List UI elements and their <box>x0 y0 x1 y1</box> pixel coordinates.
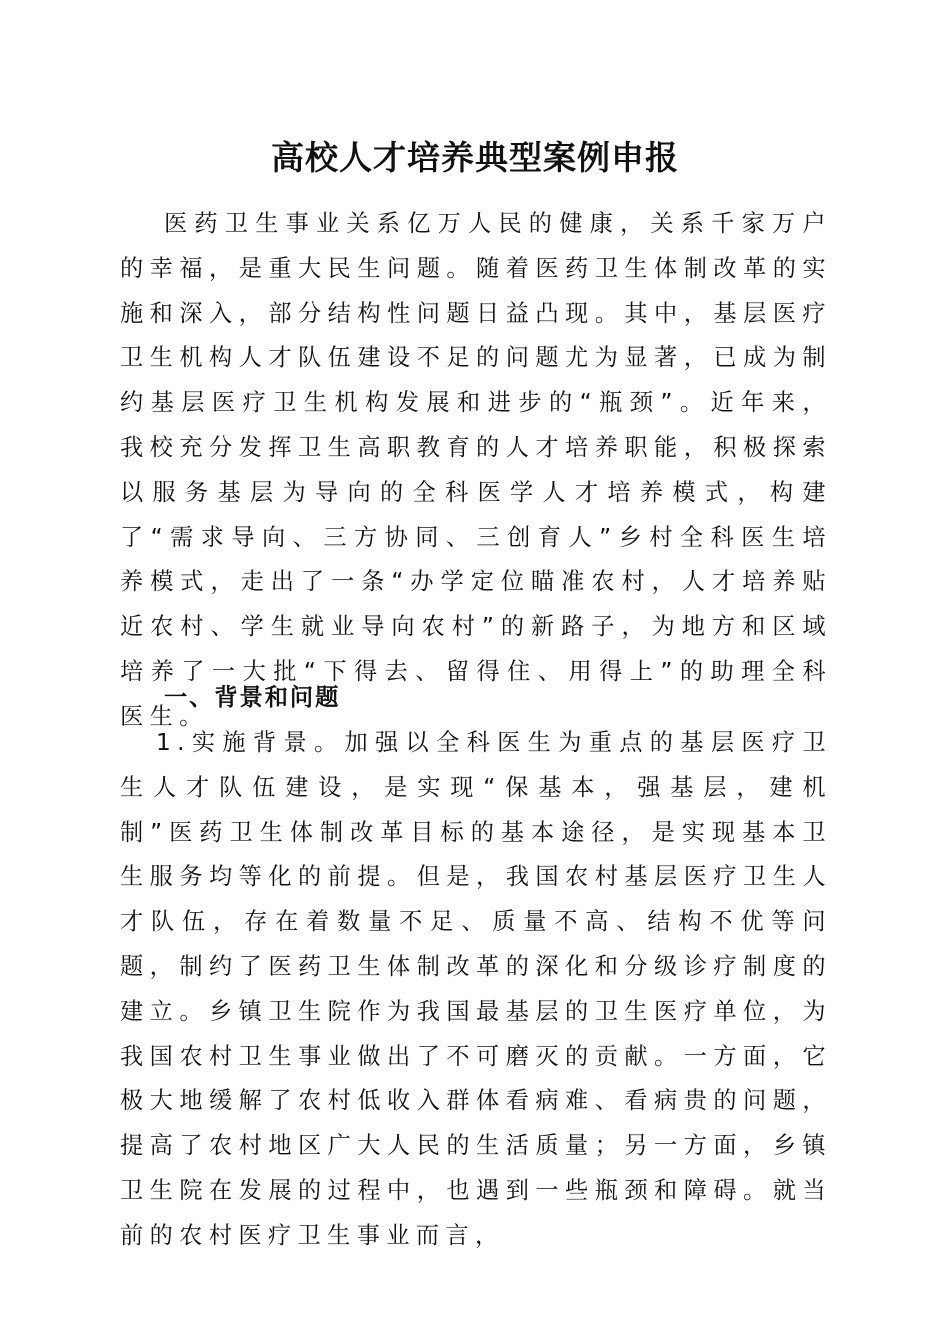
background-paragraph: 1.实施背景。加强以全科医生为重点的基层医疗卫生人才队伍建设，是实现“保基本，强基层，建机制”医药卫生体制改革目标的基本途径，是实现基本卫生服务均等化的前提。但是，我国农村基层医疗卫生人才队伍，存在着数量不足、质量不高、结构不优等问题，制约了医药卫生体制改革的深化和分级诊疗制度的建立。乡镇卫生院作为我国最基层的卫生医疗单位，为我国农村卫生事业做出了不可磨灭的贡献。一方面，它极大地缓解了农村低收入群体看病难、看病贵的问题，提高了农村地区广大人民的生活质量；另一方面，乡镇卫生院在发展的过程中，也遇到一些瓶颈和障碍。就当前的农村医疗卫生事业而言， <box>120 729 832 1249</box>
document-title: 高校人才培养典型案例申报 <box>271 138 679 177</box>
intro-paragraph: 医药卫生事业关系亿万人民的健康，关系千家万户的幸福，是重大民生问题。随着医药卫生体制改革的实施和深入，部分结构性问题日益凸现。其中，基层医疗卫生机构人才队伍建设不足的问题尤为显著，已成为制约基层医疗卫生机构发展和进步的“瓶颈”。近年来，我校充分发挥卫生高职教育的人才培养职能，积极探索以服务基层为导向的全科医学人才培养模式，构建了“需求导向、三方协同、三创育人”乡村全科医生培养模式，走出了一条“办学定位瞄准农村，人才培养贴近农村、学生就业导向农村”的新路子，为地方和区域培养了一大批“下得去、留得住、用得上”的助理全科医生。 <box>120 210 832 730</box>
section-heading-background: 一、背景和问题 <box>164 684 341 711</box>
